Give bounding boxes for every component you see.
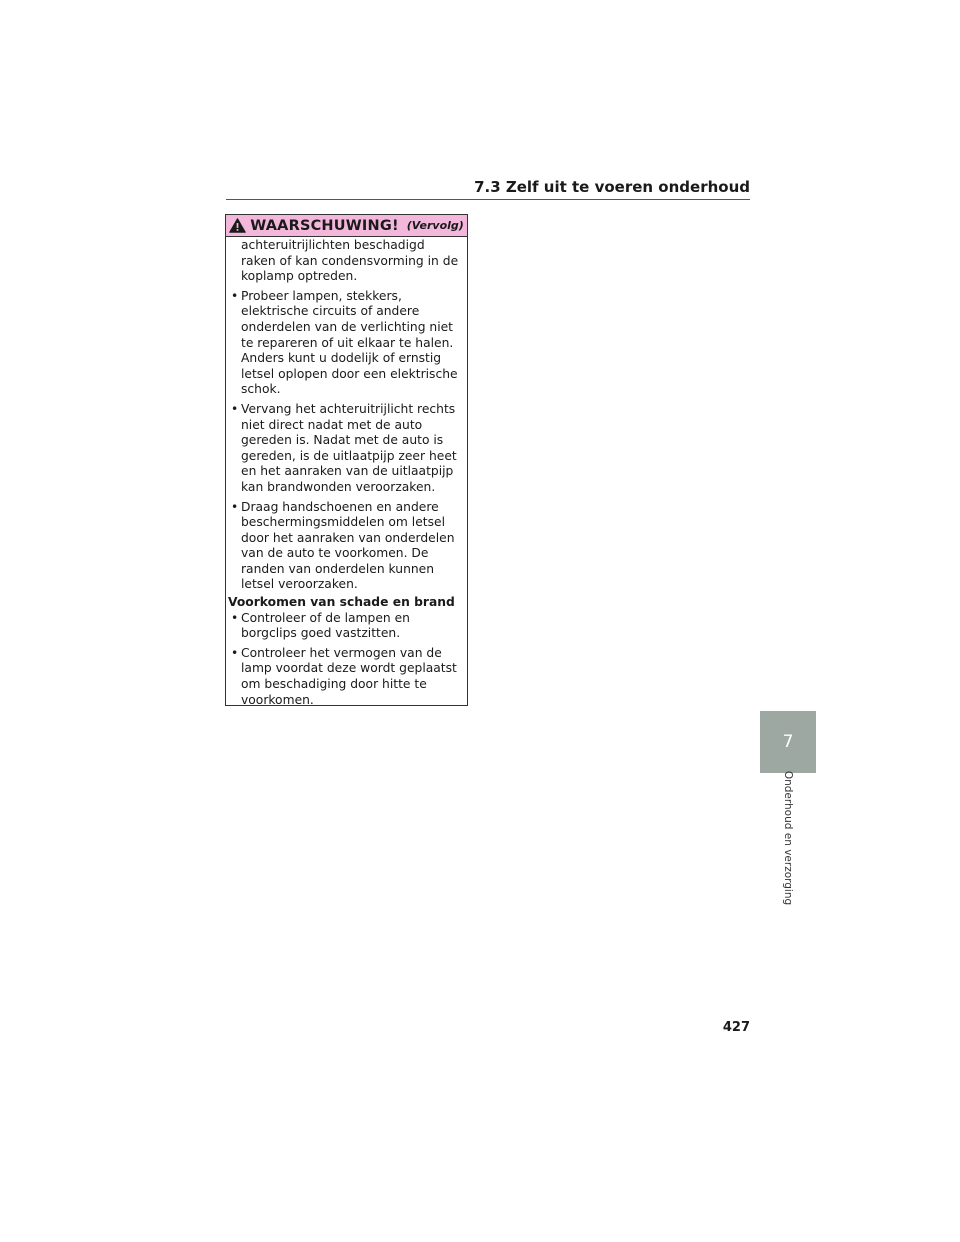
chapter-label: Onderhoud en verzorging [782,770,794,906]
continuation-text: achteruitrijlichten beschadigd raken of kan condensvorming in de koplamp optreden. [241,238,459,284]
header-rule [226,199,750,200]
warning-title: WAARSCHUWING! [250,217,399,234]
warning-bullet-list [226,289,461,593]
bullet-text: Vervang het achteruitrijlicht rechts niet direct nadat met de auto gereden is. Nadat met de auto is gereden, is de uitlaatpijp zeer heet en het aanraken van de uitlaatpijp kan brandwonden veroorzaken. [241,401,457,494]
page-number: 427 [722,1020,750,1035]
warning-triangle-icon [229,218,246,233]
warning-subtitle: (Vervolg) [406,219,464,232]
warning-box [225,214,468,706]
bullet-item: • Vervang het achteruitrijlicht rechts niet direct nadat met de auto gereden is. Nadat met de auto is gereden, is de uitlaatpijp zeer heet en het aanraken van de uitlaatpijp kan brandwonden veroorzaken. [231,401,457,494]
bullet-item: • Probeer lampen, stekkers, elektrische circuits of andere onderdelen van de verlichting niet te repareren of uit elkaar te halen. Anders kunt u dodelijk of ernstig letsel oplopen door een elektrische schok. [231,288,458,397]
fire-bullet-list [226,611,461,709]
warning-header [226,215,467,237]
warning-body [226,238,467,708]
bullet-item: • Controleer of de lampen en borgclips goed vastzitten. [231,610,410,641]
bullet-text: Controleer of de lampen en borgclips goed vastzitten. [241,610,410,641]
bullet-item: • Controleer het vermogen van de lamp voordat deze wordt geplaatst om beschadiging door hitte te voorkomen. [231,645,457,707]
bullet-text: Draag handschoenen en andere beschermingsmiddelen om letsel door het aanraken van onderdelen van de auto te voorkomen. De randen van onderdelen kunnen letsel veroorzaken. [241,499,455,592]
bullet-text: Controleer het vermogen van de lamp voordat deze wordt geplaatst om beschadiging door hitte te voorkomen. [241,645,457,707]
bullet-item: • Draag handschoenen en andere beschermingsmiddelen om letsel door het aanraken van onderdelen van de auto te voorkomen. De randen van onderdelen kunnen letsel veroorzaken. [231,499,455,592]
chapter-tab: 7 [760,711,816,773]
subheading: Voorkomen van schade en brand [228,595,455,610]
bullet-text: Probeer lampen, stekkers, elektrische circuits of andere onderdelen van de verlichting niet te repareren of uit elkaar te halen. Anders kunt u dodelijk of ernstig letsel oplopen door een elektrische schok. [241,288,458,397]
section-header: 7.3 Zelf uit te voeren onderhoud [474,178,750,196]
